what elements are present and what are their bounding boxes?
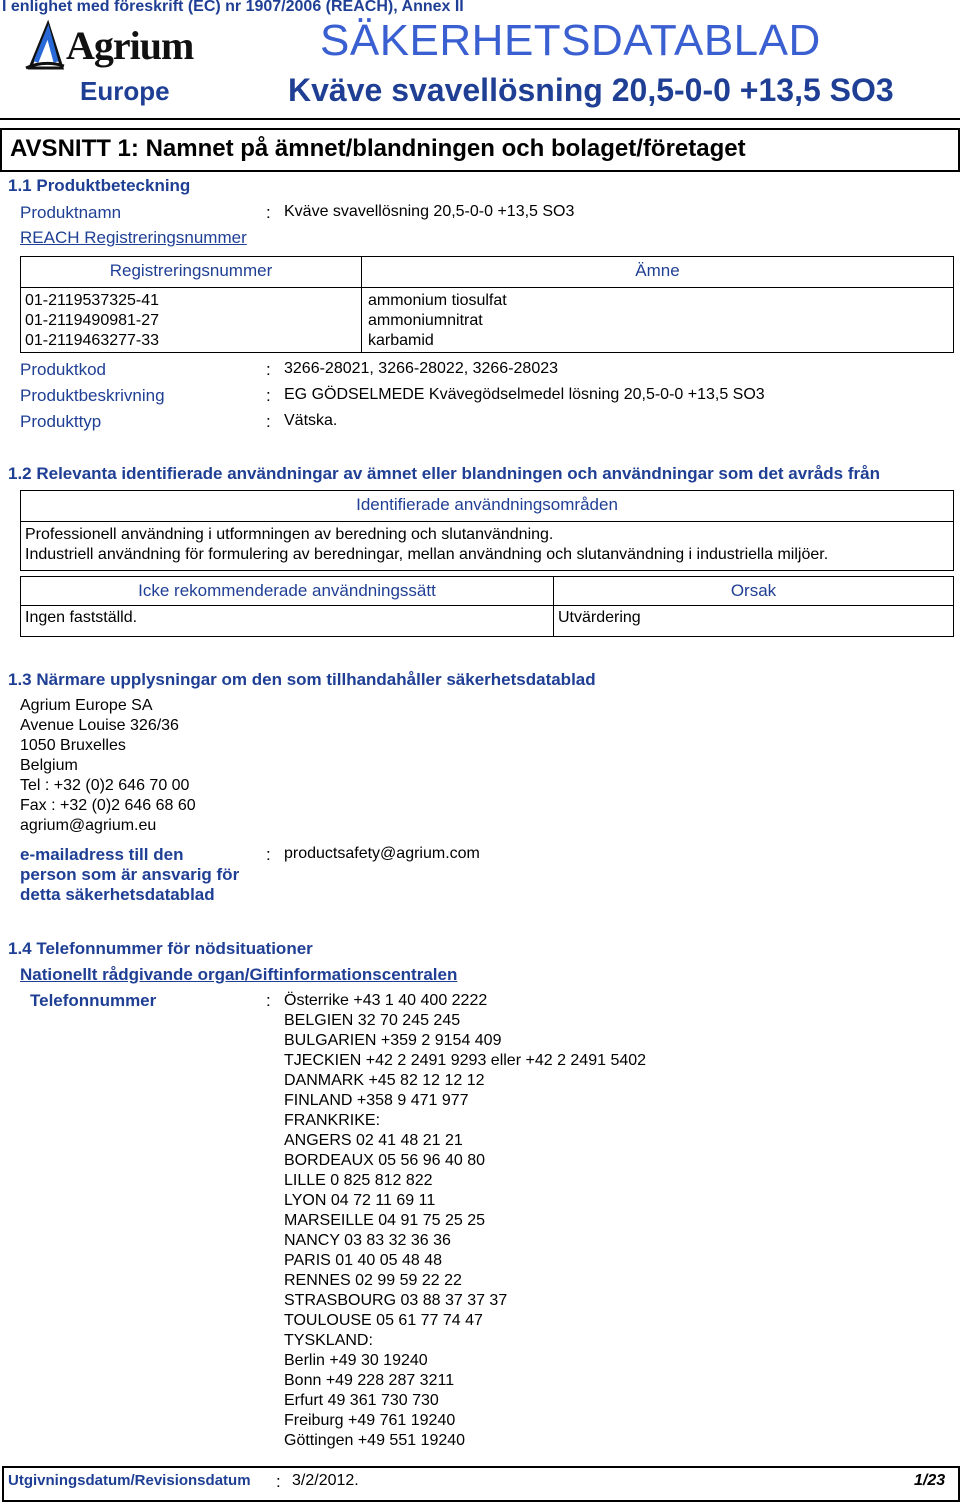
reach-reg-number: 01-2119490981-27 bbox=[25, 312, 160, 329]
email-label: e-mailadress till den person som är ansvarig för detta säkerhetsdatablad bbox=[20, 845, 240, 904]
email-value: productsafety@agrium.com bbox=[284, 845, 480, 862]
colon: : bbox=[266, 386, 271, 405]
produktbeskrivning-value: EG GÖDSELMEDE Kvävegödselmedel lösning 20,5-0-0 +13,5 SO3 bbox=[284, 386, 765, 403]
phone-list bbox=[284, 991, 646, 1451]
colon: : bbox=[266, 203, 271, 222]
heading-1-3: 1.3 Närmare upplysningar om den som tillhandahåller säkerhetsdatablad bbox=[8, 670, 596, 689]
phone-line: STRASBOURG 03 88 37 37 37 bbox=[284, 1292, 508, 1309]
identified-uses-header: Identifierade användningsområden bbox=[21, 491, 954, 522]
reach-col-substance-header: Ämne bbox=[362, 257, 954, 288]
reach-col-reg-header: Registreringsnummer bbox=[21, 257, 362, 288]
reason-cell: Utvärdering bbox=[554, 606, 954, 637]
footer-date: 3/2/2012. bbox=[292, 1472, 359, 1489]
phone-line: ANGERS 02 41 48 21 21 bbox=[284, 1132, 463, 1149]
produktbeskrivning-label: Produktbeskrivning bbox=[20, 386, 165, 405]
reach-substance: karbamid bbox=[368, 332, 434, 349]
produktnamn-label: Produktnamn bbox=[20, 203, 122, 222]
reach-substance: ammoniumnitrat bbox=[368, 312, 483, 329]
reason-header: Orsak bbox=[554, 577, 954, 606]
phone-line: Berlin +49 30 19240 bbox=[284, 1352, 428, 1369]
colon: : bbox=[266, 360, 271, 379]
phone-line: FINLAND +358 9 471 977 bbox=[284, 1092, 469, 1109]
not-recommended-table bbox=[20, 576, 954, 637]
supplier-address bbox=[20, 696, 196, 836]
phone-line: NANCY 03 83 32 36 36 bbox=[284, 1232, 451, 1249]
phone-line: TOULOUSE 05 61 77 74 47 bbox=[284, 1312, 483, 1329]
colon: : bbox=[266, 845, 271, 864]
phone-line: TYSKLAND: bbox=[284, 1332, 373, 1349]
produktkod-value: 3266-28021, 3266-28022, 3266-28023 bbox=[284, 360, 559, 377]
phone-line: RENNES 02 99 59 22 22 bbox=[284, 1272, 462, 1289]
document-title: SÄKERHETSDATABLAD bbox=[320, 16, 821, 65]
heading-1-4: 1.4 Telefonnummer för nödsituationer bbox=[8, 939, 313, 958]
heading-1-2: 1.2 Relevanta identifierade användningar av ämnet eller blandningen och användningar som det avråds från bbox=[8, 464, 880, 483]
reach-substance-cell bbox=[362, 288, 954, 353]
org-heading: Nationellt rådgivande organ/Giftinformationscentralen bbox=[20, 965, 458, 984]
phone-line: Erfurt 49 361 730 730 bbox=[284, 1392, 439, 1409]
address-line: Belgium bbox=[20, 757, 78, 774]
identified-use: Professionell användning i utformningen av beredning och slutanvändning. bbox=[25, 526, 554, 543]
produkttyp-label: Produkttyp bbox=[20, 412, 102, 431]
address-line: Agrium Europe SA bbox=[20, 697, 153, 714]
section-title: AVSNITT 1: Namnet på ämnet/blandningen och bolaget/företaget bbox=[10, 135, 746, 162]
footer-label: Utgivningsdatum/Revisionsdatum bbox=[8, 1472, 251, 1489]
phone-line: Freiburg +49 761 19240 bbox=[284, 1412, 456, 1429]
phone-line: LILLE 0 825 812 822 bbox=[284, 1172, 433, 1189]
reach-substance: ammonium tiosulfat bbox=[368, 292, 507, 309]
header-divider bbox=[0, 118, 960, 120]
phone-label: Telefonnummer bbox=[30, 991, 157, 1010]
identified-uses-cell bbox=[21, 522, 954, 571]
not-recommended-header: Icke rekommenderade användningssätt bbox=[21, 577, 554, 606]
identified-use: Industriell användning för formulering av beredningar, mellan användning och slutanvändning i industriella miljöer. bbox=[25, 546, 829, 563]
colon: : bbox=[276, 1472, 281, 1491]
address-line: Fax : +32 (0)2 646 68 60 bbox=[20, 797, 196, 814]
reach-reg-number: 01-2119537325-41 bbox=[25, 292, 160, 309]
phone-line: BORDEAUX 05 56 96 40 80 bbox=[284, 1152, 486, 1169]
identified-uses-table bbox=[20, 490, 954, 571]
phone-line: DANMARK +45 82 12 12 12 bbox=[284, 1072, 485, 1089]
logo-wordmark: Agrium bbox=[66, 23, 194, 68]
colon: : bbox=[266, 412, 271, 431]
address-line: 1050 Bruxelles bbox=[20, 737, 126, 754]
phone-line: LYON 04 72 11 69 11 bbox=[284, 1192, 436, 1209]
reach-label: REACH Registreringsnummer bbox=[20, 228, 247, 247]
regulation-line: I enlighet med föreskrift (EC) nr 1907/2006 (REACH), Annex II bbox=[2, 0, 464, 15]
produkttyp-value: Vätska. bbox=[284, 412, 338, 429]
reach-reg-cell bbox=[21, 288, 362, 353]
phone-line: TJECKIEN +42 2 2491 9293 eller +42 2 2491 5402 bbox=[284, 1052, 647, 1069]
address-line: Tel : +32 (0)2 646 70 00 bbox=[20, 777, 190, 794]
phone-line: BELGIEN 32 70 245 245 bbox=[284, 1012, 461, 1029]
phone-line: Bonn +49 228 287 3211 bbox=[284, 1372, 455, 1389]
phone-line: PARIS 01 40 05 48 48 bbox=[284, 1252, 443, 1269]
address-line: agrium@agrium.eu bbox=[20, 817, 157, 834]
reach-reg-number: 01-2119463277-33 bbox=[25, 332, 160, 349]
document-subtitle: Kväve svavellösning 20,5-0-0 +13,5 SO3 bbox=[288, 72, 894, 108]
page-number: 1/23 bbox=[914, 1472, 946, 1489]
phone-line: Göttingen +49 551 19240 bbox=[284, 1432, 466, 1449]
produktkod-label: Produktkod bbox=[20, 360, 106, 379]
produktnamn-value: Kväve svavellösning 20,5-0-0 +13,5 SO3 bbox=[284, 203, 575, 220]
colon: : bbox=[266, 991, 271, 1010]
heading-1-1: 1.1 Produktbeteckning bbox=[8, 176, 191, 195]
phone-line: FRANKRIKE: bbox=[284, 1112, 381, 1129]
reach-table bbox=[20, 256, 954, 353]
phone-line: BULGARIEN +359 2 9154 409 bbox=[284, 1032, 502, 1049]
logo-subtitle: Europe bbox=[80, 76, 170, 106]
phone-line: MARSEILLE 04 91 75 25 25 bbox=[284, 1212, 486, 1229]
phone-line: Österrike +43 1 40 400 2222 bbox=[284, 992, 488, 1009]
not-recommended-cell: Ingen fastställd. bbox=[21, 606, 554, 637]
address-line: Avenue Louise 326/36 bbox=[20, 717, 179, 734]
